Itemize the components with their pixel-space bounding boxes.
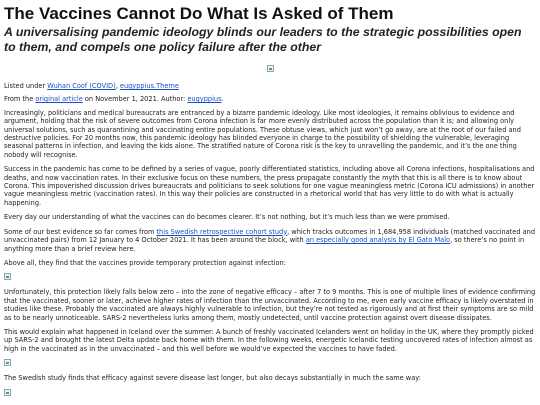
paragraph-1: Increasingly, politicians and medical bureaucrats are entranced by a bizarre pandemic ideology. Like most ideologies, it remains oblivious to evidence and argument, holding that the risk of severe outcomes from Corona infection is far more evenly distributed across the population than it is; and allowing only universal solutions, such as quarantining and vaccinating entire populations. These obtuse views, which just won’t go away, are at the root of our failed and destructive policies. For 20 months now, this pandemic ideology has blinded everyone in charge to the possibility of shielding the vulnerable, leveraging seasonal patterns in infection, and leaving the kids alone. The stratified nature of Corona risk is the key to unravelling the pandemic, and it’s the one thing nobody will recognise. bbox=[4, 108, 521, 159]
listed-under-line: Listed under Wuhan Coof (COVID), eugyppius.Theme bbox=[4, 82, 179, 90]
category-link-covid[interactable]: Wuhan Coof (COVID) bbox=[47, 82, 116, 90]
paragraph-5: Above all, they find that the vaccines provide temporary protection against infection: bbox=[4, 258, 286, 267]
article-subtitle: A universalising pandemic ideology blinds our leaders to the strategic possibilities open to them, and compels one policy failure after the other bbox=[4, 25, 522, 54]
source-line: From the original article on November 1, 2021. Author: eugyppius. bbox=[4, 95, 224, 104]
swedish-study-link[interactable]: this Swedish retrospective cohort study bbox=[156, 227, 288, 236]
article-title: The Vaccines Cannot Do What Is Asked of Them bbox=[4, 4, 394, 23]
paragraph-8: The Swedish study finds that efficacy against severe disease last longer, but also decays substantially in much the same way: bbox=[4, 374, 421, 383]
paragraph-6: Unfortunately, this protection likely falls below zero – into the zone of negative efficacy – after 7 to 9 months. This is one of multiple lines of evidence confirming that the vaccinated, sooner or later, achieve higher rates of infection than the unvaccinated. According to me, even early vaccine efficacy is likely overstated in studies like these. Probably the vaccinated are always highly vulnerable to infection, but they’re not tested as rigorously and at first their symptoms are so mild as to be nearly unnoticeable. SARS-2 nevertheless lurks among them, mostly undetected, until vaccine protection against overt disease dissipates. bbox=[4, 288, 536, 322]
paragraph-4: Some of our best evidence so far comes from this Swedish retrospective cohort study, which tracks outcomes in 1,684,958 individuals (matched vaccinated and unvaccinated pairs) from 12 January to 4 October 2021. It has been around the block, with an especially good analysis by El Gato Malo, so there’s no point in anything more than a brief review here. bbox=[4, 227, 536, 253]
header-image-placeholder-icon bbox=[267, 65, 274, 72]
paragraph-7: This would explain what happened in Iceland over the summer: A bunch of freshly vaccinated Icelanders went on holiday in the UK, where they promptly picked up SARS-2 and brought the latest Delta update back home with them. In the following weeks, energetic Icelandic testing uncovered rates of infection almost as high in the vaccinated as in the unvaccinated – and this well before we would’ve expected the vaccines to have faded. bbox=[4, 327, 534, 353]
chart-image-placeholder-icon bbox=[4, 273, 11, 280]
paragraph-2: Success in the pandemic has come to be defined by a series of vague, poorly differentiated statistics, including above all Corona infections, hospitalisations and deaths, and now vaccination rates. In their exclusive focus on these numbers, the press propagate constantly the myth that this is all there is to know about Corona. This impoverished discussion drives bureaucrats and politicians to seek solutions for one vague meaningless metric (Corona ICU admissions) in another vague meaningless metric (vaccination rates). In this way their policies are constructed in a rhetorical world that has very little to do with what is actually happening. bbox=[4, 165, 535, 207]
iceland-image-placeholder-icon bbox=[4, 359, 11, 366]
article-meta bbox=[4, 82, 536, 104]
author-link[interactable]: eugyppius bbox=[187, 95, 222, 104]
category-link-theme[interactable]: eugyppius.Theme bbox=[119, 82, 179, 90]
severe-disease-image-placeholder-icon bbox=[4, 389, 11, 396]
original-article-link[interactable]: original article bbox=[35, 95, 83, 104]
paragraph-3: Every day our understanding of what the vaccines can do becomes clearer. It’s not nothing, but it’s much less than we were promised. bbox=[4, 213, 450, 222]
el-gato-malo-link[interactable]: an especially good analysis by El Gato Malo bbox=[305, 236, 451, 245]
